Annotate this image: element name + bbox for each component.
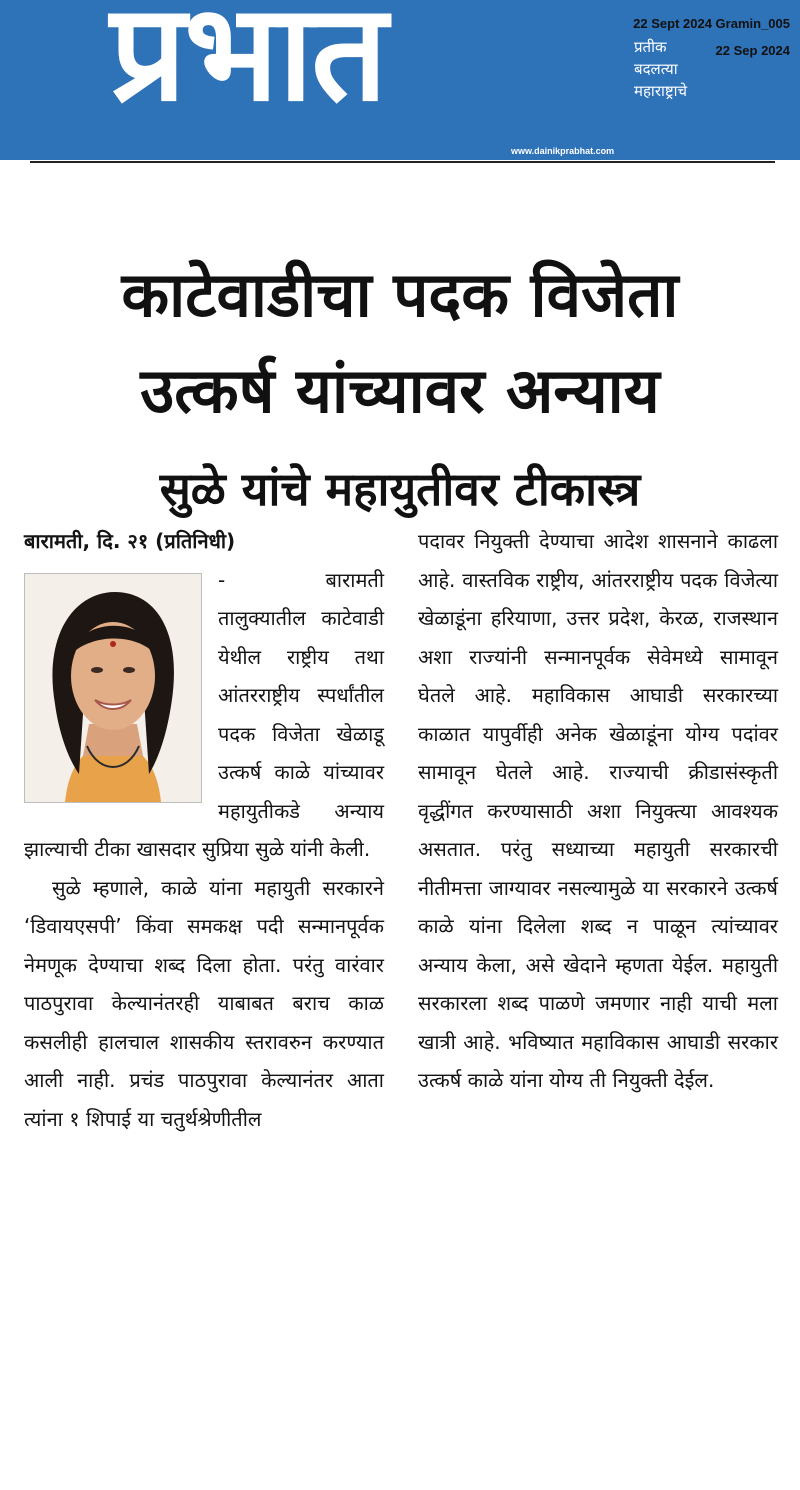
tagline-line: प्रतीक	[634, 38, 667, 56]
article-column-left	[24, 522, 384, 1138]
headline-line-1: काटेवाडीचा पदक विजेता	[121, 257, 679, 331]
article-paragraph-3: पदावर नियुक्ती देण्याचा आदेश शासनाने काढला आहे. वास्तविक राष्ट्रीय, आंतरराष्ट्रीय पदक विजेत्या खेळाडूंना हरियाणा, उत्तर प्रदेश, केरळ, राजस्थान अशा राज्यांनी सन्मानपूर्वक सेवेमध्ये सामावून घेतले आहे. महाविकास आघाडी सरकारच्या काळात यापुर्वीही अनेक खेळाडूंना योग्य पदांवर सामावून घेतले आहे. राज्याची क्रीडासंस्कृती वृद्धींगत करण्यासाठी अशा नियुक्त्या आवश्यक असतात. परंतु सध्याच्या महायुती सरकारची नीतीमत्ता जाग्यावर नसल्यामुळे या सरकारने उत्कर्ष काळे यांना दिलेला शब्द न पाळून त्यांच्यावर अन्याय केला, असे खेदाने म्हणता येईल. महायुती सरकारला शब्द पाळणे जमणार नाही याची मला खात्री आहे. भविष्यात महाविकास आघाडी सरकार उत्कर्ष काळे यांना योग्य ती नियुक्ती देईल.	[418, 529, 778, 1092]
article-column-right	[418, 522, 778, 1100]
subheadline: सुळे यांचे महायुतीवर टीकास्त्र	[159, 462, 641, 517]
tagline-line: बदलत्या	[634, 60, 678, 78]
masthead-divider	[30, 161, 775, 163]
newspaper-logo: प्रभात	[110, 0, 386, 131]
article-paragraph-1: - बारामती तालुक्यातील काटेवाडी येथील राष्ट्रीय तथा आंतरराष्ट्रीय स्पर्धांतील पदक विजेता खेळाडू उत्कर्ष काळे यांच्यावर महायुतीकडे अन्याय झाल्याची टीका खासदार सुप्रिया सुळे यांनी केली.	[24, 567, 384, 861]
dateline: बारामती, दि. २१ (प्रतिनिधी)	[24, 529, 236, 553]
headline-line-2: उत्कर्ष यांच्यावर अन्याय	[140, 353, 660, 427]
portrait-photo	[24, 573, 202, 803]
edition-stamp-line: 22 Sept 2024 Gramin_005	[633, 16, 790, 31]
edition-stamp-date: 22 Sep 2024	[715, 43, 790, 58]
article-paragraph-2: सुळे म्हणाले, काळे यांना महायुती सरकारने ‘डिवायएसपी’ किंवा समकक्ष पदी सन्मानपूर्वक नेमणूक देण्याचा शब्द दिला होता. परंतु वारंवार पाठपुरावा केल्यानंतरही याबाबत बराच काळ कसलीही हालचाल शासकीय स्तरावरुन करण्यात आली नाही. प्रचंड पाठपुरावा केल्यानंतर आता त्यांना १ शिपाई या चतुर्थश्रेणीतील	[24, 875, 384, 1131]
tagline-line: महाराष्ट्राचे	[634, 82, 688, 100]
edition-stamp	[633, 10, 790, 64]
website-url: www.dainikprabhat.com	[511, 146, 615, 156]
portrait-illustration	[25, 574, 201, 802]
